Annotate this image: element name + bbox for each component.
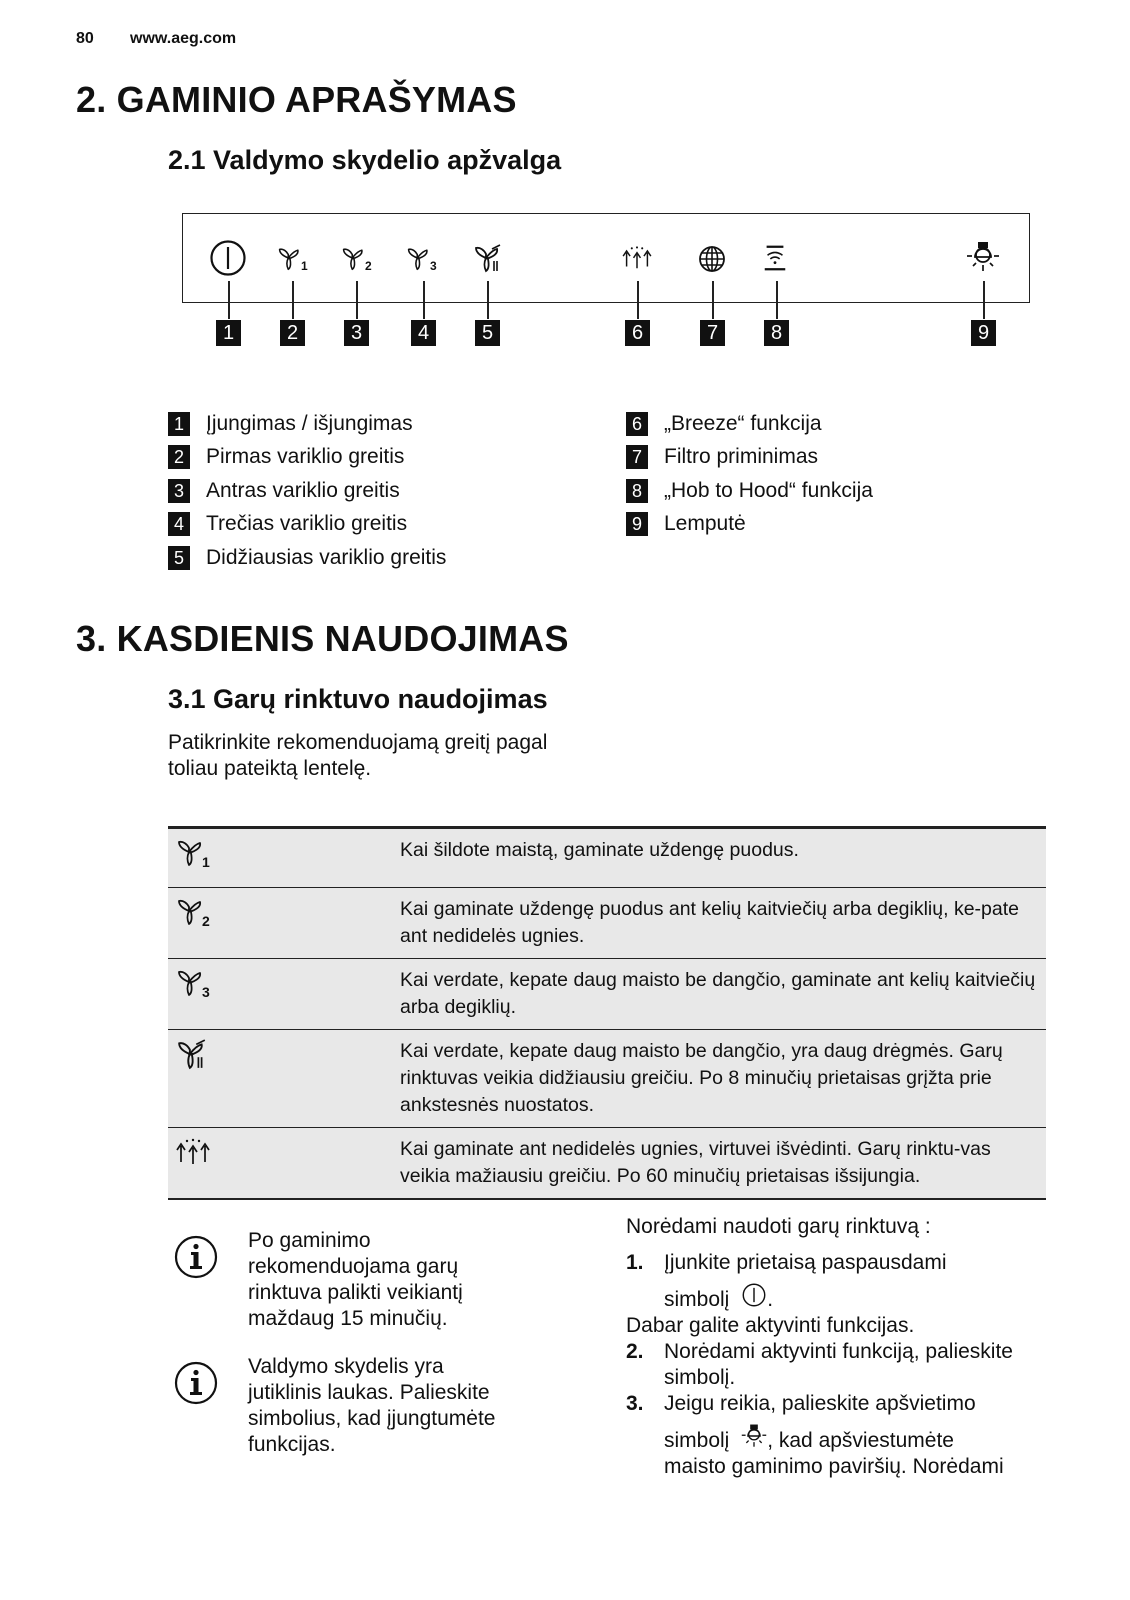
subsection-2-1-title: 2.1 Valdymo skydelio apžvalga <box>168 145 562 175</box>
fan-speed-3-icon <box>176 967 216 1001</box>
lamp-icon <box>741 1423 767 1449</box>
callout-number-3: 3 <box>344 320 369 346</box>
intro-line: toliau pateiktą lentelę. <box>168 757 372 780</box>
legend-item <box>626 441 873 475</box>
svg-text:3: 3 <box>430 259 437 273</box>
step-line: Įjunkite prietaisą paspausdami <box>664 1251 947 1274</box>
legend-number: 3 <box>168 479 190 503</box>
fan-speed-2-icon <box>176 896 216 930</box>
step-line: maisto gaminimo paviršių. Norėdami <box>664 1455 1004 1478</box>
step-number: 1. <box>626 1251 644 1274</box>
note-line: rinktuva palikti veikiantį <box>248 1281 463 1304</box>
legend-item <box>168 541 446 575</box>
legend-number: 2 <box>168 445 190 469</box>
fan-boost-icon <box>473 243 503 273</box>
callout-number-4: 4 <box>411 320 436 346</box>
lamp-icon <box>966 239 1000 275</box>
callout-line <box>356 281 358 319</box>
legend-number: 5 <box>168 546 190 570</box>
legend-label: „Hob to Hood“ funkcija <box>664 478 873 502</box>
legend-label: „Breeze“ funkcija <box>664 411 822 435</box>
step-line: Jeigu reikia, palieskite apšvietimo <box>664 1392 976 1415</box>
table-row <box>168 1128 1046 1200</box>
callout-number-5: 5 <box>475 320 500 346</box>
legend-item <box>626 407 873 441</box>
fan-speed-3-icon <box>406 243 442 275</box>
step-end: . <box>767 1288 774 1311</box>
callout-line <box>487 281 489 319</box>
svg-text:1: 1 <box>202 854 210 870</box>
callout-line <box>292 281 294 319</box>
step-line: Norėdami aktyvinti funkciją, palieskite <box>664 1340 1013 1363</box>
callout-number-7: 7 <box>700 320 725 346</box>
callout-number-8: 8 <box>764 320 789 346</box>
step-line: simbolį <box>664 1429 730 1452</box>
legend-label: Įjungimas / išjungimas <box>206 411 413 435</box>
note-line: simbolius, kad įjungtumėte <box>248 1407 496 1430</box>
legend-item <box>626 474 873 508</box>
fan-speed-1-icon <box>277 243 313 275</box>
legend-number: 7 <box>626 445 648 469</box>
speed-table <box>168 826 1046 1200</box>
legend-left <box>168 407 446 575</box>
power-icon <box>741 1282 767 1308</box>
note-line: funkcijas. <box>248 1433 336 1456</box>
legend-label: Didžiausias variklio greitis <box>206 545 447 569</box>
info-icon <box>173 1234 219 1280</box>
legend-label: Antras variklio greitis <box>206 478 400 502</box>
callout-line <box>983 281 985 319</box>
table-cell-text: Kai verdate, kepate daug maisto be dangčio, gaminate ant kelių kaitviečių arba degiklių. <box>400 969 1036 1018</box>
step-number: 2. <box>626 1340 644 1363</box>
callout-line <box>776 281 778 319</box>
table-row <box>168 1030 1046 1128</box>
hob2hood-icon <box>761 242 789 274</box>
svg-text:2: 2 <box>202 913 210 929</box>
legend-item <box>168 474 446 508</box>
legend-label: Trečias variklio greitis <box>206 512 408 536</box>
table-cell-text: Kai verdate, kepate daug maisto be dangčio, yra daug drėgmės. Garų rinktuvas veikia didžiausiu greičiu. Po 8 minučių prietaisas grįžta prie ankstesnės nuostatos. <box>400 1040 1003 1116</box>
legend-number: 6 <box>626 412 648 436</box>
fan-speed-1-icon <box>176 837 216 871</box>
breeze-icon <box>622 244 652 270</box>
table-cell-text: Kai gaminate ant nedidelės ugnies, virtuvei išvėdinti. Garų rinktu-vas veikia mažiausiu greičiu. Po 60 minučių prietaisas išsijungia. <box>400 1138 991 1187</box>
legend-number: 9 <box>626 512 648 536</box>
breeze-icon <box>176 1136 210 1166</box>
note-line: jutiklinis laukas. Palieskite <box>248 1381 490 1404</box>
svg-text:2: 2 <box>365 259 372 273</box>
step-2 <box>626 1339 1013 1391</box>
filter-icon <box>697 244 727 274</box>
legend-label: Lemputė <box>664 512 746 536</box>
step-line: , kad apšviestumėte <box>767 1429 954 1452</box>
note-2 <box>248 1354 495 1458</box>
instructions-title: Norėdami naudoti garų rinktuvą : <box>626 1215 931 1238</box>
table-cell-text: Kai šildote maistą, gaminate uždengę puodus. <box>400 839 799 861</box>
callout-number-1: 1 <box>216 320 241 346</box>
page-number: 80 <box>76 30 94 47</box>
note-line: Valdymo skydelis yra <box>248 1355 444 1378</box>
table-cell-text: Kai gaminate uždengę puodus ant kelių kaitviečių arba degiklių, ke-pate ant nedidelės ugnies. <box>400 898 1019 947</box>
callout-line <box>712 281 714 319</box>
table-row <box>168 959 1046 1030</box>
note-line: Po gaminimo <box>248 1229 371 1252</box>
section-3-title: 3. KASDIENIS NAUDOJIMAS <box>76 618 569 659</box>
table-row <box>168 828 1046 888</box>
instructions <box>626 1214 1013 1480</box>
step-after: Dabar galite aktyvinti funkcijas. <box>626 1314 915 1337</box>
table-row <box>168 888 1046 959</box>
legend-item <box>168 508 446 542</box>
step-1 <box>626 1250 1013 1313</box>
power-icon <box>208 238 248 278</box>
step-number: 3. <box>626 1392 644 1415</box>
legend-number: 4 <box>168 512 190 536</box>
legend-label: Pirmas variklio greitis <box>206 445 405 469</box>
legend-item <box>626 508 873 542</box>
section-2-title: 2. GAMINIO APRAŠYMAS <box>76 79 517 120</box>
header-url: www.aeg.com <box>130 30 237 47</box>
fan-boost-icon <box>176 1038 208 1070</box>
callout-line <box>423 281 425 319</box>
intro-line: Patikrinkite rekomenduojamą greitį pagal <box>168 731 548 754</box>
legend-number: 8 <box>626 479 648 503</box>
intro-paragraph <box>168 730 547 782</box>
callout-line <box>637 281 639 319</box>
callout-line <box>228 281 230 319</box>
note-1 <box>248 1228 463 1332</box>
callout-number-6: 6 <box>625 320 650 346</box>
note-line: maždaug 15 minučių. <box>248 1307 448 1330</box>
callout-number-2: 2 <box>280 320 305 346</box>
legend-item <box>168 441 446 475</box>
callout-number-9: 9 <box>971 320 996 346</box>
legend-label: Filtro priminimas <box>664 445 819 469</box>
step-line: simbolį. <box>664 1366 736 1389</box>
legend-number: 1 <box>168 412 190 436</box>
subsection-3-1-title: 3.1 Garų rinktuvo naudojimas <box>168 684 548 714</box>
legend-item <box>168 407 446 441</box>
step-3 <box>626 1391 1013 1480</box>
info-icon <box>173 1360 219 1406</box>
svg-text:3: 3 <box>202 984 210 1000</box>
step-line: simbolį <box>664 1288 730 1311</box>
legend-right <box>626 407 873 541</box>
fan-speed-2-icon <box>341 243 377 275</box>
svg-text:1: 1 <box>301 259 308 273</box>
note-line: rekomenduojama garų <box>248 1255 459 1278</box>
